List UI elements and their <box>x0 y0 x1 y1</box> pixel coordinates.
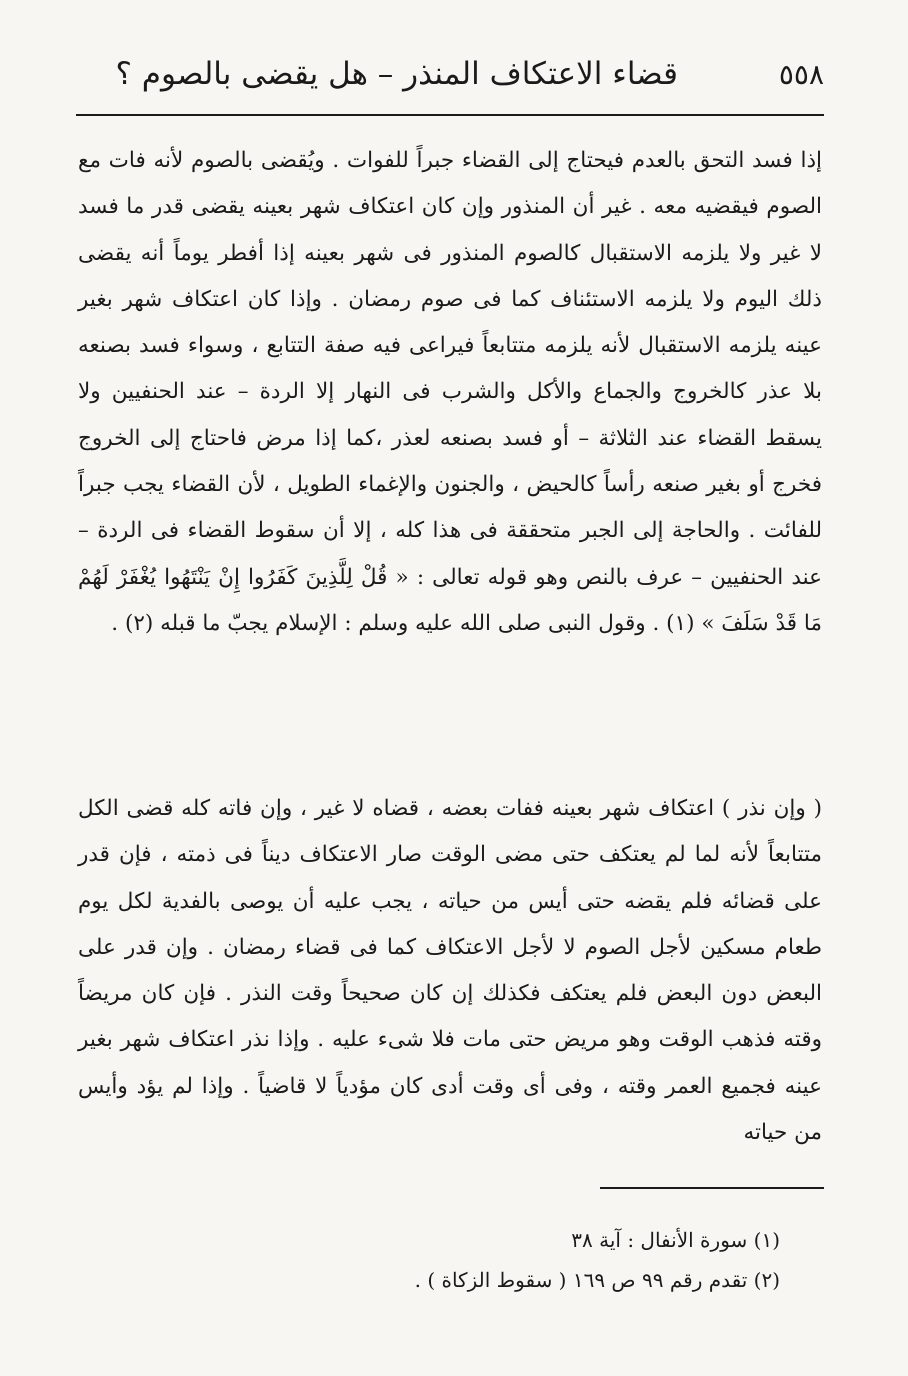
running-title: قضاء الاعتكاف المنذر – هل يقضى بالصوم ؟ <box>115 56 678 92</box>
footnote-2: (٢) تقدم رقم ٩٩ ص ١٦٩ ( سقوط الزكاة ) . <box>414 1268 780 1292</box>
page-header <box>76 52 824 110</box>
body-paragraph-2: ( وإن نذر ) اعتكاف شهر بعينه ففات بعضه ، قضاه لا غير ، وإن فاته كله قضى الكل متتابعاً لأنه لما لم يعتكف حتى مضى الوقت صار الاعتكاف ديناً فى ذمته ، فإن قدر على قضائه فلم يقضه حتى أيس من حياته ، يجب عليه أن يوصى بالفدية لكل يوم طعام مسكين لأجل الصوم لا لأجل الاعتكاف كما فى قضاء رمضان . وإن قدر على البعض دون البعض فلم يعتكف فكذلك إن كان صحيحاً وقت النذر . فإن كان مريضاً وقته فذهب الوقت وهو مريض حتى مات فلا شىء عليه . وإذا نذر اعتكاف شهر بغير عينه فجميع العمر وقته ، وفى أى وقت أدى كان مؤدياً لا قاضياً . وإذا لم يؤد وأيس من حياته <box>78 796 822 1146</box>
footnotes <box>200 1220 780 1300</box>
body-paragraph-1: إذا فسد التحق بالعدم فيحتاج إلى القضاء جبراً للفوات . ويُقضى بالصوم لأنه فات مع الصوم فيقضيه معه . غير أن المنذور وإن كان اعتكاف شهر بعينه يقضى قدر ما فسد لا غير ولا يلزمه الاستقبال كالصوم المنذور فى شهر بعينه إذا أفطر يوماً أنه يقضى ذلك اليوم ولا يلزمه الاستئناف كما فى صوم رمضان . وإذا كان اعتكاف شهر بغير عينه يلزمه الاستقبال لأنه يلزمه متتابعاً فيراعى فيه صفة التتابع ، وسواء فسد بصنعه بلا عذر كالخروج والجماع والأكل والشرب فى النهار إلا الردة – عند الحنفيين ولا يسقط القضاء عند الثلاثة – أو فسد بصنعه لعذر ،كما إذا مرض فاحتاج إلى الخروج فخرج أو بغير صنعه رأساً كالحيض ، والجنون والإغماء الطويل ، لأن القضاء يجب جبراً للفائت . والحاجة إلى الجبر متحققة فى هذا كله ، إلا أن سقوط القضاء فى الردة – عند الحنفيين – عرف بالنص وهو قوله تعالى : « قُلْ لِلَّذِينَ كَفَرُوا إِنْ يَنْتَهُوا يُغْفَرْ لَهُمْ مَا قَدْ سَلَفَ » (١) . وقول النبى صلى الله عليه وسلم : الإسلام يجبّ ما قبله (٢) . <box>78 148 822 636</box>
page-number: ٥٥٨ <box>778 58 824 91</box>
header-rule <box>76 114 824 116</box>
footnote-1: (١) سورة الأنفال : آية ٣٨ <box>571 1228 780 1252</box>
footnote-rule <box>600 1187 824 1189</box>
